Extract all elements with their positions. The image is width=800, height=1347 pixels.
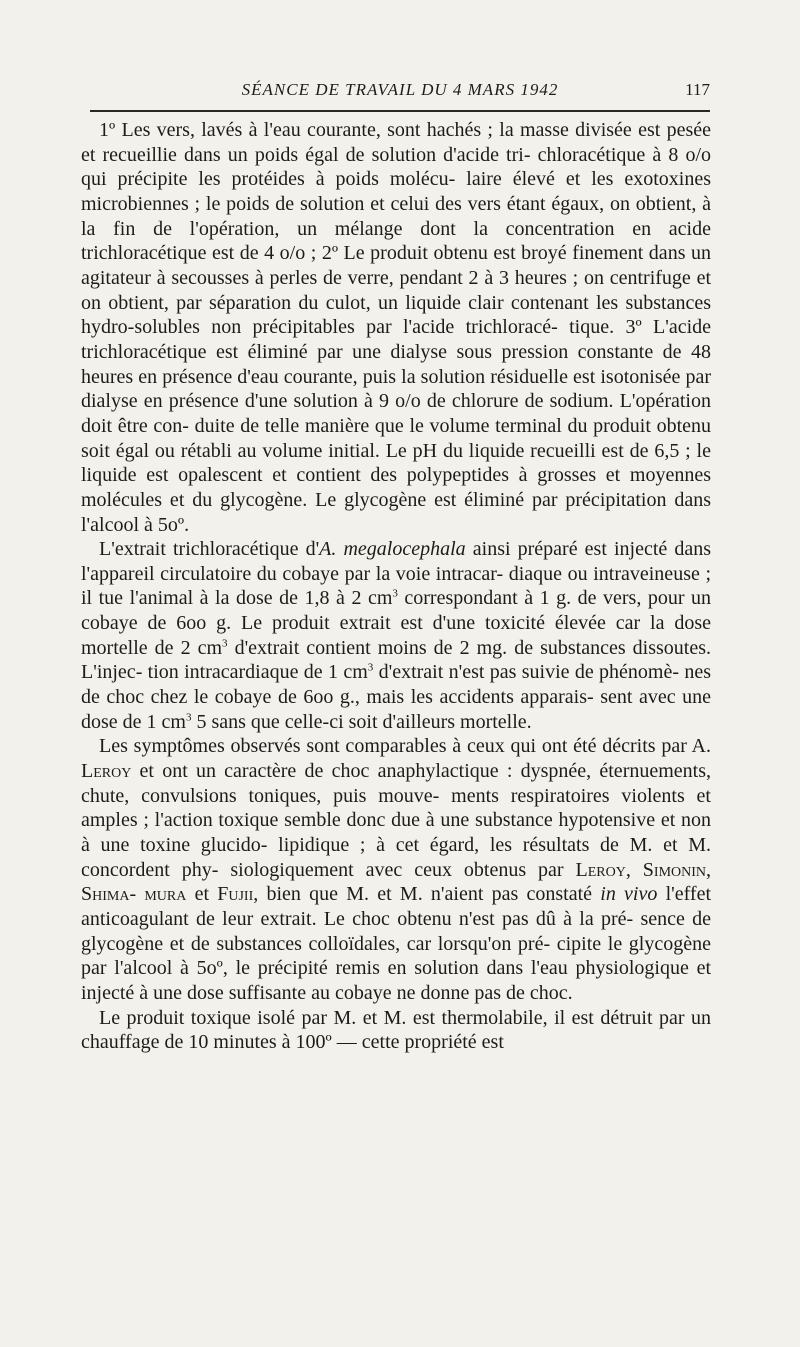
paragraph-2	[81, 537, 711, 734]
running-head	[80, 80, 720, 104]
author-fujii: Fujii	[217, 883, 254, 906]
superscript: 3	[222, 637, 228, 650]
p3-text-c: ,	[625, 858, 643, 881]
paragraph-1: 1º Les vers, lavés à l'eau courante, sont hachés ; la masse divisée est pesée et recueillie dans un poids égal de solution d'acide tri- chloracétique à 8 o/o qui précipite les protéides à poids molécu- laire élevé et les exotoxines microbiennes ; le poids de solution et celui des vers étant égaux, on obtient, à la fin de l'opération, un mélange dont la concentration en acide trichloracétique est de 4 o/o ; 2º Le produit obtenu est broyé finement dans un agitateur à secousses à perles de verre, pendant 2 à 3 heures ; on centrifuge et on obtient, par séparation du culot, un liquide clair contenant les substances hydro-solubles non précipitables par l'acide trichloracé- tique. 3º L'acide trichloracétique est éliminé par une dialyse sous pression constante de 48 heures en présence d'eau courante, puis la solution résiduelle est isotonisée par dialyse en présence d'une solution à 9 o/o de chlorure de sodium. L'opération doit être con- duite de telle manière que le volume terminal du produit obtenu soit égal ou rétabli au volume initial. Le pH du liquide recueilli est de 6,5 ; le liquide est opalescent et contient des polypeptides à grosses et moyennes molécules et du glycogène. Le glycogène est éliminé par précipitation dans l'alcool à 5oº.	[81, 119, 711, 536]
running-title: SÉANCE DE TRAVAIL DU 4 MARS 1942	[241, 80, 559, 99]
superscript: 3	[185, 711, 192, 724]
author-shimamura: Shima- mura	[81, 883, 187, 906]
p3-text-b: et ont un caractère de choc anaphylactique : dyspnée, éternuements, chute, convulsions toniques, puis mouve- ments respiratoires violents et amples ; l'action toxique semble donc due à une substance hypotensive et non à une toxine glucido- lipidique ; à cet égard, les résultats de M. et M. concordent phy- siologiquement avec ceux obtenus par	[81, 760, 711, 881]
p2-text-d: d'extrait contient moins de 2 mg. de substances dissoutes. L'injec- tion intracardiaque de 1 cm	[81, 636, 711, 684]
superscript: 3	[367, 661, 374, 674]
superscript: 3	[392, 587, 398, 600]
p3-text-e: et	[186, 883, 218, 906]
paragraph-4: Le produit toxique isolé par M. et M. est thermolabile, il est détruit par un chauffage de 10 minutes à 100º — cette propriété est	[81, 1006, 711, 1054]
body-text	[81, 118, 711, 1055]
p3-text-a: Les symptômes observés sont comparables à ceux qui ont été décrits par A.	[99, 735, 711, 758]
p3-text-d: ,	[706, 858, 712, 881]
p2-text-f: 5 sans que celle-ci soit d'ailleurs mortelle.	[191, 710, 532, 733]
p2-text-e: d'extrait n'est pas suivie de phénomè- nes de choc chez le cobaye de 6oo g., mais les accidents apparais- sent avec une dose de 1 cm	[81, 661, 711, 733]
species-name: A. megalocephala	[319, 538, 466, 561]
paragraph-3	[81, 734, 711, 1005]
author-leroy: Leroy	[81, 760, 132, 783]
p2-text-c: correspondant à 1 g. de vers, pour un cobaye de 6oo g. Le produit extrait est d'une toxicité élevée car la dose mortelle de 2 cm	[81, 587, 711, 659]
header-rule	[90, 110, 710, 112]
author-simonin: Simonin	[642, 858, 707, 881]
in-vivo-term: in vivo	[600, 883, 658, 906]
p3-text-g: l'effet anticoagulant de leur extrait. Le choc obtenu n'est pas dû à la pré- sence de glycogène et de substances colloïdales, car lorsqu'on pré- cipite le glycogène par l'alcool à 5oº, le précipité remis en solution dans l'eau physiologique et injecté à une dose suffisante au cobaye ne donne pas de choc.	[81, 883, 712, 1004]
author-leroy-2: Leroy	[575, 858, 626, 881]
p2-text-a: L'extrait trichloracétique d'	[99, 538, 320, 561]
p3-text-f: , bien que M. et M. n'aient pas constaté	[253, 883, 601, 906]
page-number: 117	[685, 80, 710, 99]
p2-text-b: ainsi préparé est injecté dans l'appareil circulatoire du cobaye par la voie intracar- diaque ou intraveineuse ; il tue l'animal à la dose de 1,8 à 2 cm	[81, 538, 712, 610]
